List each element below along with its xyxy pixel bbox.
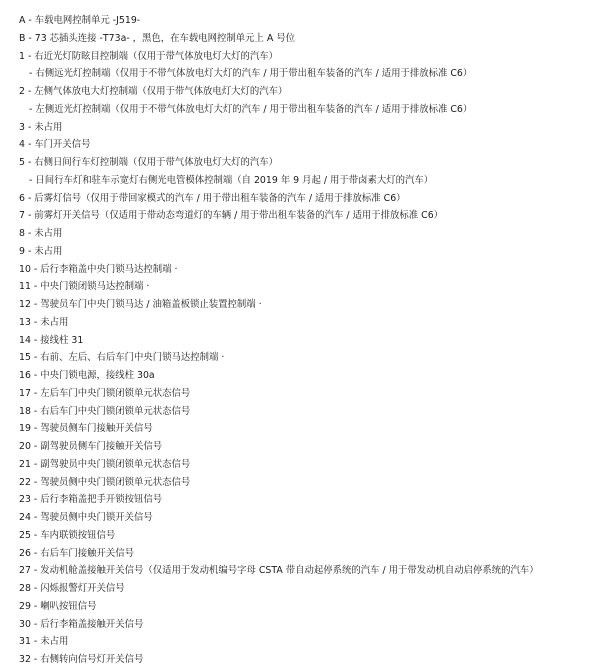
legend-line: 16 - 中央门锁电源，接线柱 30a: [19, 370, 155, 381]
legend-line: 2 - 左侧气体放电大灯控制端（仅用于带气体放电灯大灯的汽车）: [19, 86, 288, 97]
legend-line: 5 - 右侧日间行车灯控制端（仅用于带气体放电灯大灯的汽车）: [19, 157, 279, 168]
legend-line: 23 - 后行李箱盖把手开锁按钮信号: [19, 494, 163, 506]
legend-line: 17 - 左后车门中央门锁闭锁单元状态信号: [19, 387, 191, 399]
legend-line: 8 - 未占用: [19, 228, 63, 239]
legend-line: 4 - 车门开关信号: [19, 139, 91, 151]
legend-line: 18 - 右后车门中央门锁闭锁单元状态信号: [19, 405, 191, 417]
legend-line: B - 73 芯插头连接 -T73a- ，黑色，在车载电网控制单元上 A 号位: [19, 32, 296, 44]
legend-line: 11 - 中央门锁闭锁马达控制端 ·: [19, 281, 150, 293]
legend-line: 14 - 接线柱 31: [19, 334, 84, 346]
legend-line: 9 - 未占用: [19, 245, 63, 257]
legend-line: 19 - 驾驶员侧车门接触开关信号: [19, 423, 153, 435]
legend-line: 7 - 前雾灯开关信号（仅适用于带动态弯道灯的车辆 / 用于带出租车装备的汽车 / 适用于排放标准 C6）: [19, 210, 444, 222]
legend-line: 10 - 后行李箱盖中央门锁马达控制端 ·: [19, 263, 178, 275]
legend-line: 27 - 发动机舱盖接触开关信号（仅适用于发动机编号字母 CSTA 带自动起停系统的汽车 / 用于带发动机自动启停系统的汽车）: [19, 565, 539, 577]
legend-line: 31 - 未占用: [19, 636, 69, 648]
legend-line: 26 - 右后车门接触开关信号: [19, 547, 135, 559]
legend-subline: - 日间行车灯和驻车示宽灯右侧光电管模体控制端（自 2019 年 9 月起 / 用于带卤素大灯的汽车）: [29, 174, 434, 186]
legend-line: A - 车载电网控制单元 -J519-: [19, 15, 141, 26]
legend-line: 15 - 右前、左后、右后车门中央门锁马达控制端 ·: [19, 352, 225, 364]
pin-legend: [19, 12, 599, 669]
legend-line: 24 - 驾驶员侧中央门锁开关信号: [19, 512, 153, 523]
legend-line: 13 - 未占用: [19, 316, 69, 328]
legend-line: 20 - 副驾驶员侧车门接触开关信号: [19, 441, 163, 452]
legend-line: 28 - 闪烁报警灯开关信号: [19, 583, 125, 594]
legend-line: 21 - 副驾驶员中央门锁闭锁单元状态信号: [19, 458, 191, 470]
legend-line: 3 - 未占用: [19, 121, 63, 133]
legend-line: 29 - 喇叭按钮信号: [19, 600, 97, 612]
legend-line: 25 - 车内联锁按钮信号: [19, 529, 116, 541]
legend-line: 30 - 后行李箱盖接触开关信号: [19, 618, 144, 630]
legend-line: 12 - 驾驶员车门中央门锁马达 / 油箱盖板锁止装置控制端 ·: [19, 299, 262, 310]
legend-subline: - 右侧远光灯控制端（仅用于不带气体放电灯大灯的汽车 / 用于带出租车装备的汽车 / 适用于排放标准 C6）: [29, 68, 473, 80]
legend-line: 6 - 后雾灯信号（仅用于带回家模式的汽车 / 用于带出租车装备的汽车 / 适用于排放标准 C6）: [19, 192, 406, 204]
legend-line: 22 - 驾驶员侧中央门锁闭锁单元状态信号: [19, 476, 191, 488]
legend-subline: - 左侧近光灯控制端（仅用于不带气体放电灯大灯的汽车 / 用于带出租车装备的汽车 / 适用于排放标准 C6）: [29, 103, 473, 115]
legend-line: 32 - 右侧转向信号灯开关信号: [19, 654, 144, 665]
legend-line: 1 - 右近光灯防眩目控制端（仅用于带气体放电灯大灯的汽车）: [19, 50, 279, 62]
